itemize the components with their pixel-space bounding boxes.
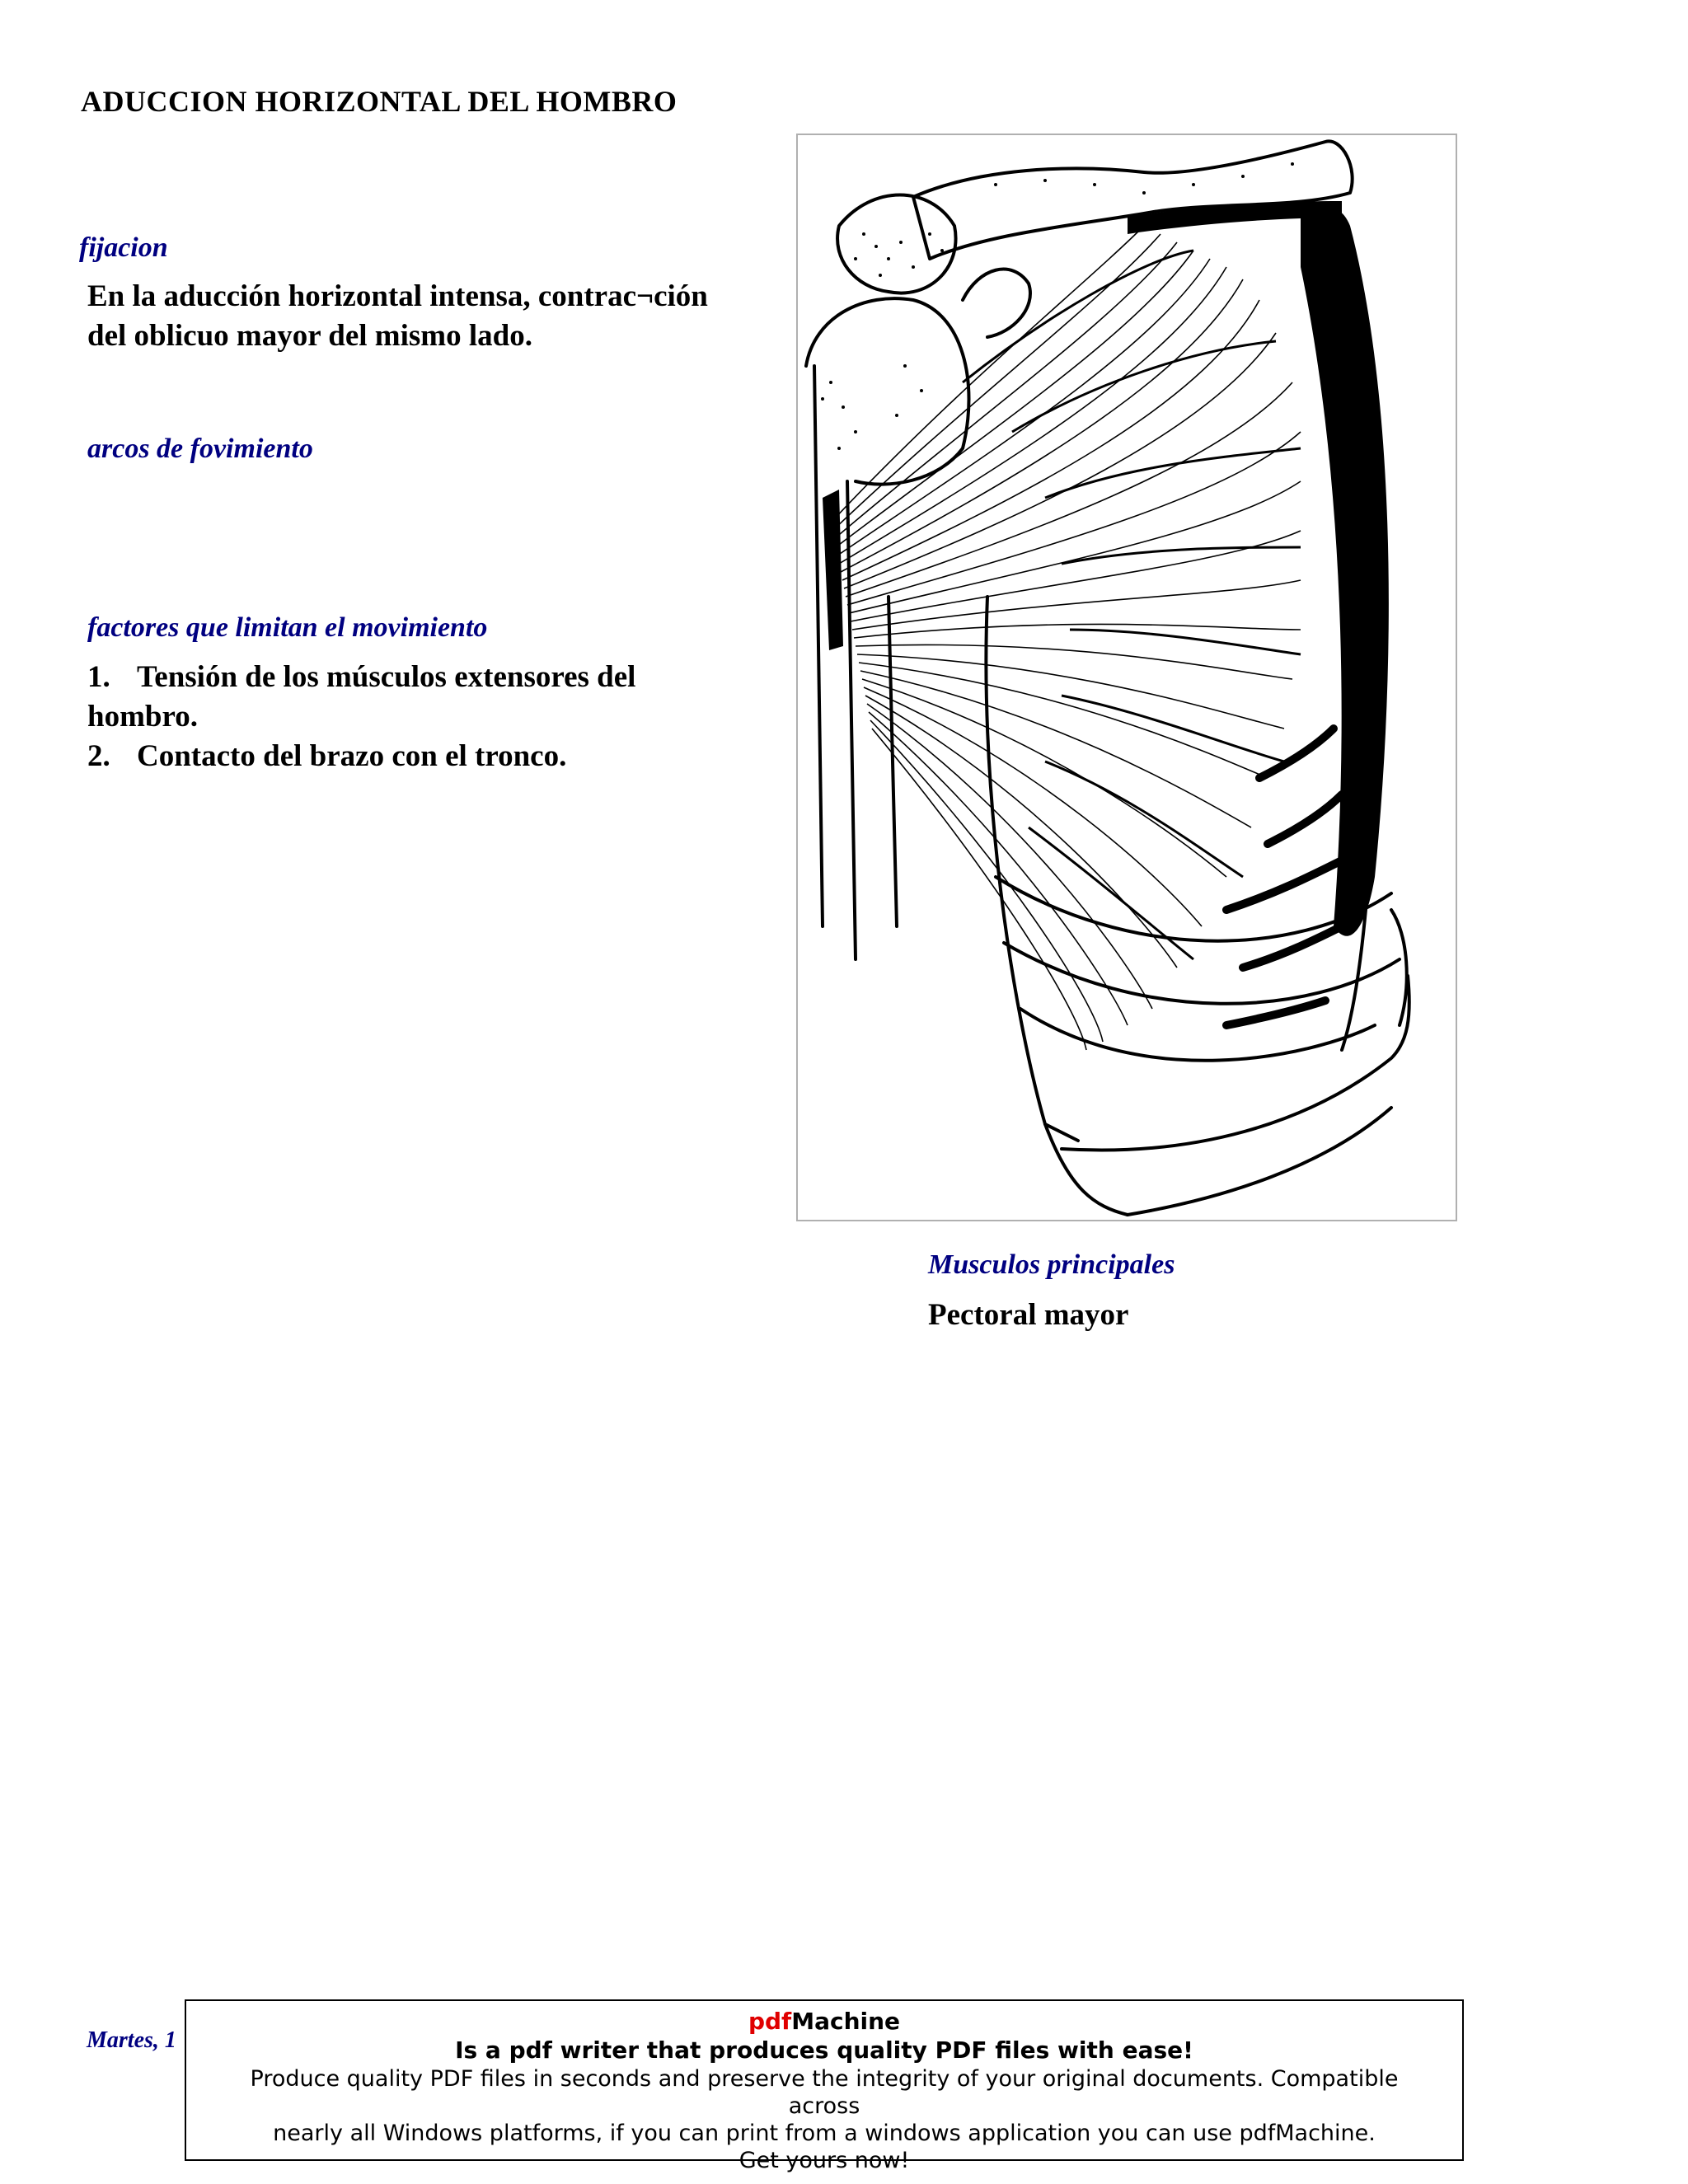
list-item [87,658,635,697]
list-item [87,737,635,776]
pdfmachine-desc-line1: Produce quality PDF files in seconds and preserve the integrity of your original documents. Compatible across [250,2066,1399,2119]
fijacion-label: fijacion [79,232,168,263]
factores-list [87,658,635,776]
list-item-text: Tensión de los músculos extensores del [137,660,636,694]
arcos-label: arcos de fovimiento [87,434,313,464]
anatomy-illustration [796,134,1457,1221]
list-item-number: 1. [87,660,110,694]
pdfmachine-brand [186,2008,1462,2036]
list-item-text: Contacto del brazo con el tronco. [137,739,567,773]
pdfmachine-desc-line2: nearly all Windows platforms, if you can print from a windows application you can use pdfMachine. [273,2121,1376,2146]
musculos-value: Pectoral mayor [928,1298,1129,1332]
list-item-continuation [87,697,635,737]
fijacion-text-line2: del oblicuo mayor del mismo lado. [87,319,532,353]
pdfmachine-desc-line3: Get yours now! [738,2148,910,2173]
brand-machine: Machine [791,2008,901,2035]
musculos-label: Musculos principales [928,1249,1175,1280]
page-title: ADUCCION HORIZONTAL DEL HOMBRO [81,85,678,118]
footer-date: Martes, 1 [87,2027,176,2053]
pdfmachine-tagline: Is a pdf writer that produces quality PDF files with ease! [455,2036,1193,2064]
fijacion-text-line1: En la aducción horizontal intensa, contrac¬ción [87,279,708,313]
pdfmachine-banner [185,1999,1464,2173]
list-item-number: 2. [87,739,110,773]
factores-label: factores que limitan el movimiento [87,612,488,643]
fijacion-text [87,277,708,356]
pectoral-mayor-illustration [798,135,1456,1220]
brand-pdf: pdf [748,2008,792,2035]
list-item-text: hombro. [87,700,198,733]
